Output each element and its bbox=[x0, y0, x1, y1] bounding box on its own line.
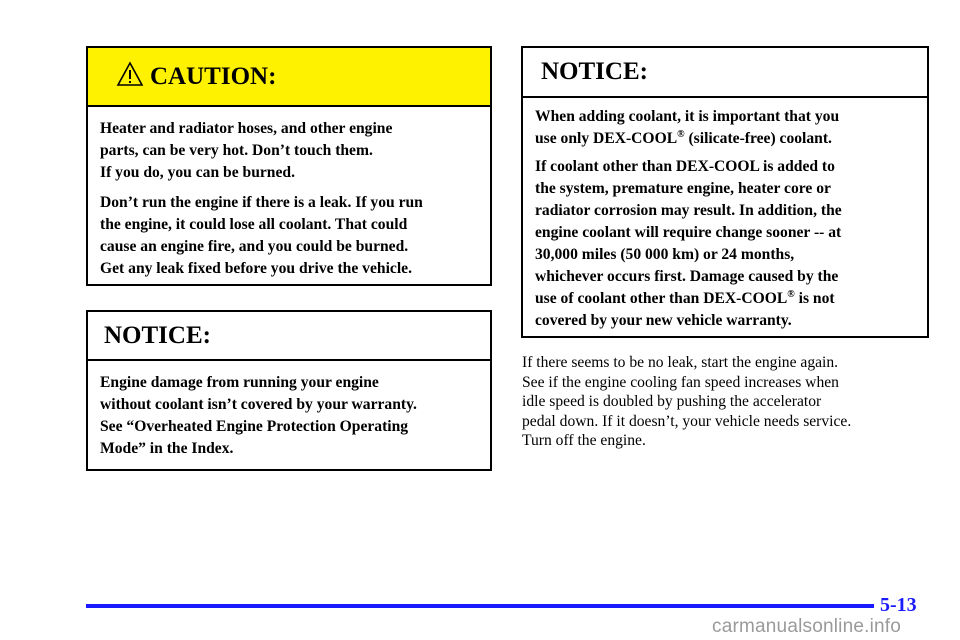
warning-triangle-icon bbox=[116, 61, 144, 87]
notice-paragraph bbox=[100, 372, 478, 460]
notice-title: NOTICE: bbox=[104, 321, 211, 349]
caution-line: If you do, you can be burned. bbox=[100, 164, 295, 181]
body-line: idle speed is doubled by pushing the accelerator bbox=[522, 393, 822, 410]
notice-box-left bbox=[86, 310, 492, 471]
notice-line: engine coolant will require change sooner -- at bbox=[535, 224, 842, 241]
caution-line: the engine, it could lose all coolant. That could bbox=[100, 216, 408, 233]
notice-line: radiator corrosion may result. In addition, the bbox=[535, 202, 842, 219]
caution-box bbox=[86, 46, 492, 286]
notice-line: without coolant isn’t covered by your warranty. bbox=[100, 396, 417, 413]
caution-line: Heater and radiator hoses, and other engine bbox=[100, 120, 393, 137]
notice-body bbox=[523, 98, 927, 332]
notice-line: When adding coolant, it is important that you bbox=[535, 108, 840, 125]
watermark: carmanualsonline.info bbox=[712, 616, 902, 637]
notice-line: use of coolant other than DEX-COOL bbox=[535, 290, 788, 307]
notice-line: See “Overheated Engine Protection Operating bbox=[100, 418, 409, 435]
notice-line: whichever occurs first. Damage caused by the bbox=[535, 268, 839, 285]
notice-body bbox=[88, 361, 490, 460]
caution-paragraph bbox=[100, 118, 478, 184]
body-paragraph bbox=[522, 353, 932, 451]
body-line: See if the engine cooling fan speed increases when bbox=[522, 373, 839, 391]
body-line: Turn off the engine. bbox=[522, 432, 646, 449]
footer-rule bbox=[86, 604, 874, 608]
caution-line: parts, can be very hot. Don’t touch them. bbox=[100, 142, 373, 159]
caution-paragraph bbox=[100, 192, 478, 280]
notice-header bbox=[88, 312, 490, 361]
notice-box-right bbox=[521, 46, 929, 338]
notice-title: NOTICE: bbox=[541, 58, 648, 85]
notice-line: (silicate-free) coolant. bbox=[684, 130, 832, 147]
notice-line: use only DEX-COOL bbox=[535, 130, 678, 147]
notice-line: the system, premature engine, heater core or bbox=[535, 180, 831, 197]
caution-line: Don’t run the engine if there is a leak. If you run bbox=[100, 194, 423, 211]
caution-line: cause an engine fire, and you could be burned. bbox=[100, 238, 409, 255]
body-line: If there seems to be no leak, start the engine again. bbox=[522, 354, 839, 371]
notice-line: Engine damage from running your engine bbox=[100, 374, 379, 391]
registered-mark: ® bbox=[787, 288, 795, 300]
notice-line: If coolant other than DEX-COOL is added to bbox=[535, 158, 835, 175]
caution-header bbox=[88, 48, 490, 107]
notice-header bbox=[523, 48, 927, 98]
registered-mark: ® bbox=[677, 128, 685, 140]
notice-paragraph bbox=[535, 106, 915, 150]
caution-body bbox=[88, 107, 490, 280]
caution-title: CAUTION: bbox=[150, 62, 277, 90]
body-line: pedal down. If it doesn’t, your vehicle needs service. bbox=[522, 412, 852, 430]
notice-paragraph bbox=[535, 156, 915, 332]
page-number: 5-13 bbox=[880, 594, 917, 616]
notice-line: Mode” in the Index. bbox=[100, 440, 234, 457]
notice-line: 30,000 miles (50 000 km) or 24 months, bbox=[535, 246, 795, 263]
caution-line: Get any leak fixed before you drive the vehicle. bbox=[100, 260, 412, 277]
notice-line: covered by your new vehicle warranty. bbox=[535, 312, 792, 329]
notice-line: is not bbox=[794, 290, 835, 307]
